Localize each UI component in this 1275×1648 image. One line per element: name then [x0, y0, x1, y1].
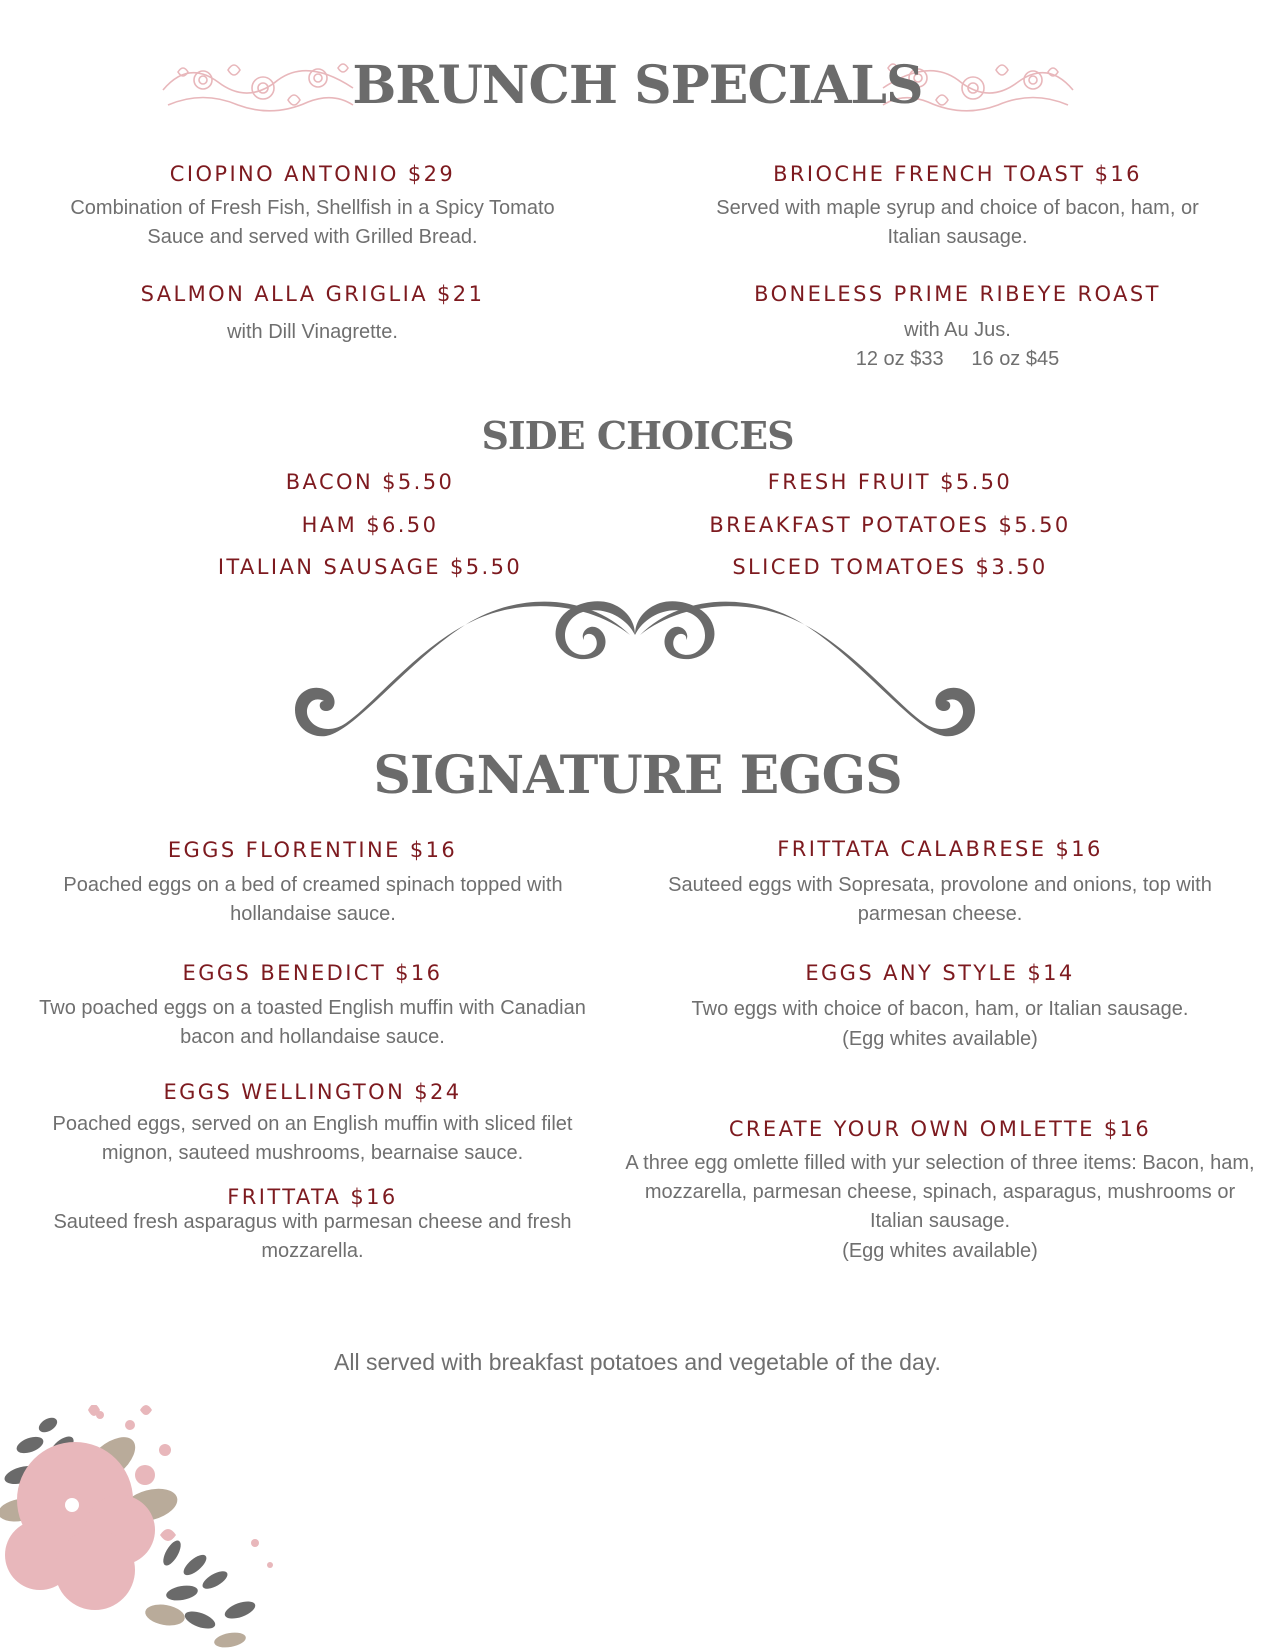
side-item: SLICED TOMATOES $3.50 — [732, 555, 1048, 579]
menu-item-title: FRITTATA $16 — [227, 1185, 398, 1209]
menu-item-description: with Dill Vinagrette. — [227, 321, 398, 343]
menu-item-title: FRITTATA CALABRESE $16 — [777, 837, 1103, 861]
footer-note: All served with breakfast potatoes and vegetable of the day. — [334, 1349, 941, 1375]
menu-item-title: EGGS ANY STYLE $14 — [805, 961, 1075, 985]
signature-eggs-title: SIGNATURE EGGS — [373, 745, 902, 806]
menu-item-description: Two eggs with choice of bacon, ham, or Italian sausage. — [691, 998, 1189, 1020]
floral-bouquet-icon — [0, 1405, 290, 1648]
menu-item-note: (Egg whites available) — [842, 1240, 1038, 1262]
side-item: FRESH FRUIT $5.50 — [767, 470, 1013, 494]
menu-item-title: EGGS WELLINGTON $24 — [163, 1080, 462, 1104]
menu-item-title: BRIOCHE FRENCH TOAST $16 — [773, 162, 1142, 186]
menu-item-description: Served with maple syrup and choice of bacon, ham, or Italian sausage. — [716, 197, 1199, 248]
scroll-flourish-icon — [290, 595, 980, 745]
menu-item-description: Combination of Fresh Fish, Shellfish in a Spicy Tomato Sauce and served with Grilled Bread. — [70, 197, 555, 248]
menu-item-title: SALMON ALLA GRIGLIA $21 — [140, 282, 485, 306]
menu-item-title: CIOPINO ANTONIO $29 — [169, 162, 456, 186]
menu-item-note: (Egg whites available) — [842, 1028, 1038, 1050]
menu-item-description: Sauteed eggs with Sopresata, provolone and onions, top with parmesan cheese. — [668, 874, 1212, 925]
side-item: BREAKFAST POTATOES $5.50 — [709, 513, 1071, 537]
menu-item-description: Poached eggs on a bed of creamed spinach topped with hollandaise sauce. — [63, 874, 563, 925]
menu-item-title: CREATE YOUR OWN OMLETTE $16 — [728, 1117, 1152, 1141]
menu-item-description: Poached eggs, served on an English muffin with sliced filet mignon, sauteed mushrooms, bearnaise sauce. — [52, 1113, 573, 1164]
menu-item-title: EGGS FLORENTINE $16 — [167, 838, 458, 862]
side-item: BACON $5.50 — [285, 470, 455, 494]
side-item: ITALIAN SAUSAGE $5.50 — [217, 555, 523, 579]
menu-item-description: Two poached eggs on a toasted English muffin with Canadian bacon and hollandaise sauce. — [39, 997, 586, 1048]
menu-item-description: A three egg omlette filled with yur selection of three items: Bacon, ham, mozzarella, parmesan cheese, spinach, asparagus, mushrooms or Italian sausage. — [625, 1152, 1255, 1232]
menu-item-description: with Au Jus. — [904, 319, 1011, 341]
menu-item-price-line: 12 oz $33 16 oz $45 — [855, 348, 1060, 370]
menu-item-title: BONELESS PRIME RIBEYE ROAST — [754, 282, 1161, 306]
flower-center — [65, 1498, 79, 1512]
side-item: HAM $6.50 — [301, 513, 439, 537]
menu-item-title: EGGS BENEDICT $16 — [182, 961, 443, 985]
brunch-specials-title: BRUNCH SPECIALS — [352, 55, 923, 116]
menu-item-description: Sauteed fresh asparagus with parmesan cheese and fresh mozzarella. — [53, 1211, 572, 1262]
side-choices-title: SIDE CHOICES — [481, 413, 794, 458]
